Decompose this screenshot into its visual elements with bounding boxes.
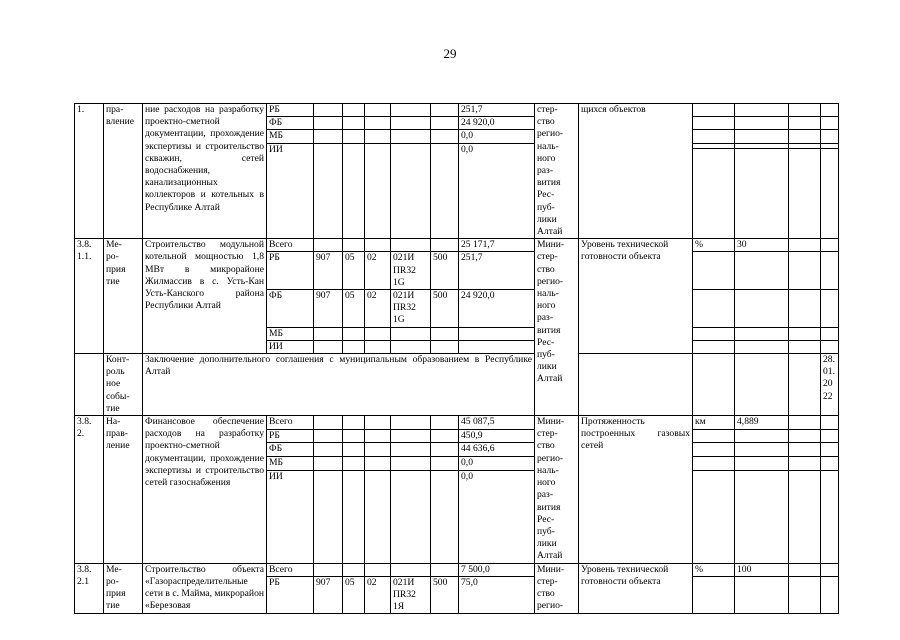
indicator-cell: щихся объектов: [579, 104, 693, 239]
responsible-cell: Мини- стер- ство регио- наль- ного раз- вития Рес- пуб- лики Алтай: [535, 416, 579, 563]
kbk-cell: 02: [365, 290, 391, 328]
row-description: Заключение дополнительного соглашения с муниципальным образованием в Республике Алтай: [143, 354, 535, 416]
kbk-cell: 05: [343, 252, 365, 290]
row-type: Ме- ро- прия тие: [104, 239, 143, 354]
value-cell: 4,889: [735, 416, 789, 430]
date-cell: 28. 01. 20 22: [821, 354, 839, 416]
responsible-cell: Мини- стер- ство регио-: [535, 563, 579, 614]
source-cell: Всего: [267, 563, 314, 576]
row-type: На- прав- ление: [104, 416, 143, 563]
source-cell: ИИ: [267, 470, 314, 563]
table-row: [75, 354, 839, 416]
page-number: 29: [443, 46, 457, 61]
source-cell: Всего: [267, 416, 314, 430]
source-cell: РБ: [267, 252, 314, 290]
source-cell: РБ: [267, 576, 314, 614]
table-row: [75, 416, 839, 430]
kbk-cell: 500: [431, 576, 459, 614]
indicator-cell: Уровень технической готовности объекта: [579, 239, 693, 354]
row-description: Финансовое обеспечение расходов на разработку проектно-сметной документации, прохождение экспертизы и строительство сетей газоснабжения: [143, 416, 267, 563]
row-type: Ме- ро- прия тие: [104, 563, 143, 614]
source-cell: МБ: [267, 130, 314, 143]
source-cell: Всего: [267, 239, 314, 252]
kbk-cell: 02: [365, 576, 391, 614]
kbk-cell: 021И ПR32 1G: [391, 252, 431, 290]
table-row: [75, 239, 839, 252]
unit-cell: %: [693, 563, 735, 576]
row-number: 3.8. 2.: [75, 416, 104, 563]
sum-cell: 0,0: [459, 456, 535, 470]
sum-cell: 251,7: [459, 104, 535, 117]
kbk-cell: 907: [314, 576, 343, 614]
sum-cell: 7 500,0: [459, 563, 535, 576]
row-type: пра- вление: [104, 104, 143, 239]
responsible-cell: стер- ство регио- наль- ного раз- вития Рес- пуб- лики Алтай: [535, 104, 579, 239]
sum-cell: 45 087,5: [459, 416, 535, 430]
source-cell: ИИ: [267, 340, 314, 353]
sum-cell: 0,0: [459, 130, 535, 143]
kbk-cell: 907: [314, 252, 343, 290]
row-number: 3.8. 2.1: [75, 563, 104, 614]
sum-cell: 0,0: [459, 470, 535, 563]
unit-cell: км: [693, 416, 735, 430]
row-type: Конт- роль ное собы- тие: [104, 354, 143, 416]
sum-cell: 44 636,6: [459, 443, 535, 457]
row-description: Строительство модульной котельной мощностью 1,8 МВт в микрорайоне Жилмассив в с. Усть-Кан Усть-Канского района Республики Алтай: [143, 239, 267, 354]
kbk-cell: 05: [343, 576, 365, 614]
kbk-cell: 02: [365, 252, 391, 290]
row-number: 1.: [75, 104, 104, 239]
source-cell: РБ: [267, 104, 314, 117]
kbk-cell: 021И ПR32 1G: [391, 290, 431, 328]
unit-cell: %: [693, 239, 735, 252]
sum-cell: 251,7: [459, 252, 535, 290]
kbk-cell: 021И ПR32 1Я: [391, 576, 431, 614]
source-cell: МБ: [267, 327, 314, 340]
indicator-cell: Уровень технической готовности объекта: [579, 563, 693, 614]
program-table: [74, 103, 839, 614]
source-cell: ФБ: [267, 290, 314, 328]
sum-cell: 24 920,0: [459, 117, 535, 130]
value-cell: 100: [735, 563, 789, 576]
source-cell: ИИ: [267, 143, 314, 239]
sum-cell: 0,0: [459, 143, 535, 239]
source-cell: РБ: [267, 429, 314, 443]
table-row: [75, 563, 839, 576]
kbk-cell: 05: [343, 290, 365, 328]
responsible-cell: Мини- стер- ство регио- наль- ного раз- вития Рес- пуб- лики Алтай: [535, 239, 579, 416]
indicator-cell: Протяженность построенных газовых сетей: [579, 416, 693, 563]
table-row: [75, 104, 839, 117]
row-description: ние расходов на разработку проектно-сметной документации, прохождение экспертизы и строительство скважин, сетей водоснабжения, канализационных коллекторов и котельных в Республике Алтай: [143, 104, 267, 239]
sum-cell: 75,0: [459, 576, 535, 614]
value-cell: 30: [735, 239, 789, 252]
sum-cell: 450,9: [459, 429, 535, 443]
source-cell: ФБ: [267, 443, 314, 457]
row-number: 3.8. 1.1.: [75, 239, 104, 354]
row-description: Строительство объекта «Газораспределительные сети в с. Майма, микрорайон «Березовая: [143, 563, 267, 614]
sum-cell: 25 171,7: [459, 239, 535, 252]
source-cell: ФБ: [267, 117, 314, 130]
kbk-cell: 500: [431, 252, 459, 290]
kbk-cell: 500: [431, 290, 459, 328]
sum-cell: 24 920,0: [459, 290, 535, 328]
source-cell: МБ: [267, 456, 314, 470]
kbk-cell: 907: [314, 290, 343, 328]
